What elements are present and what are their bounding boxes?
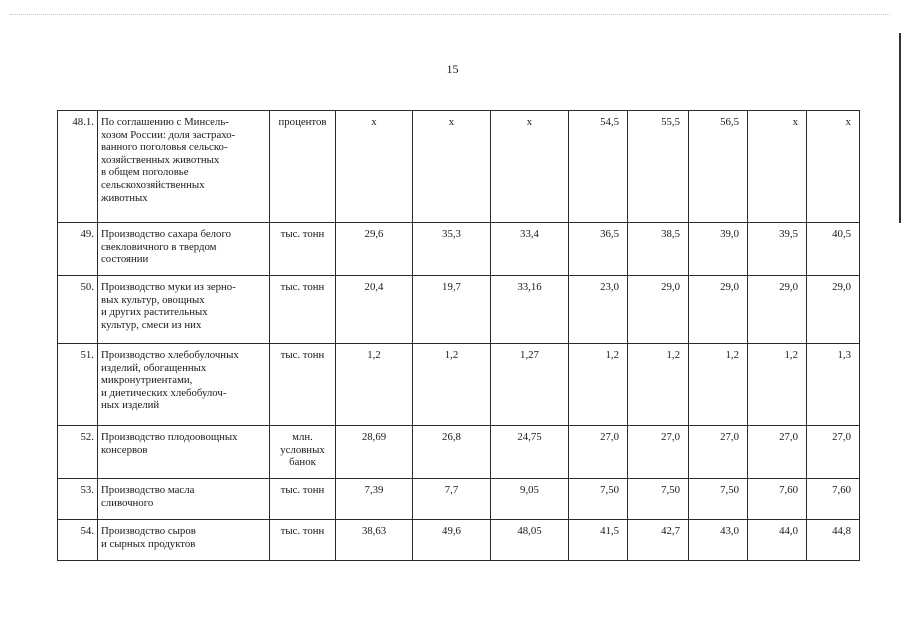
value-cell: 29,0 — [748, 276, 807, 344]
indicator-name: Производство хлебобулочных изделий, обогащенных микронутриентами, и диетических хлебобулоч- ных изделий — [98, 344, 270, 426]
indicator-name: Производство муки из зерно- вых культур, овощных и других растительных культур, смеси из них — [98, 276, 270, 344]
value-cell: 1,3 — [807, 344, 860, 426]
unit-cell: тыс. тонн — [270, 520, 336, 561]
value-cell: 54,5 — [569, 111, 628, 223]
value-cell: 20,4 — [336, 276, 413, 344]
row-number: 49. — [58, 223, 98, 276]
unit-cell: тыс. тонн — [270, 276, 336, 344]
value-cell: 26,8 — [413, 426, 491, 479]
value-cell: 38,63 — [336, 520, 413, 561]
value-cell: 38,5 — [628, 223, 689, 276]
value-cell: 1,2 — [748, 344, 807, 426]
value-cell: 35,3 — [413, 223, 491, 276]
value-cell: 27,0 — [628, 426, 689, 479]
value-cell: 39,5 — [748, 223, 807, 276]
value-cell: 29,0 — [807, 276, 860, 344]
value-cell: 1,2 — [413, 344, 491, 426]
value-cell: 27,0 — [807, 426, 860, 479]
value-cell: 48,05 — [491, 520, 569, 561]
value-cell: 7,50 — [628, 479, 689, 520]
value-cell: 27,0 — [569, 426, 628, 479]
value-cell: 49,6 — [413, 520, 491, 561]
unit-cell: млн. условных банок — [270, 426, 336, 479]
value-cell: x — [748, 111, 807, 223]
row-number: 51. — [58, 344, 98, 426]
value-cell: 1,2 — [689, 344, 748, 426]
unit-cell: процентов — [270, 111, 336, 223]
table-row — [58, 344, 860, 426]
value-cell: 55,5 — [628, 111, 689, 223]
table-row — [58, 426, 860, 479]
indicator-name: Производство сыров и сырных продуктов — [98, 520, 270, 561]
row-number: 50. — [58, 276, 98, 344]
value-cell: 41,5 — [569, 520, 628, 561]
indicator-name: Производство плодоовощных консервов — [98, 426, 270, 479]
indicator-name: По соглашению с Минсель- хозом России: доля застрахо- ванного поголовья сельско- хозяйственных животных в общем поголовье сельскохозяйственных животных — [98, 111, 270, 223]
table-row — [58, 223, 860, 276]
value-cell: 44,8 — [807, 520, 860, 561]
value-cell: 42,7 — [628, 520, 689, 561]
value-cell: 19,7 — [413, 276, 491, 344]
row-number: 52. — [58, 426, 98, 479]
table-row — [58, 520, 860, 561]
value-cell: 27,0 — [689, 426, 748, 479]
value-cell: 1,27 — [491, 344, 569, 426]
value-cell: 7,7 — [413, 479, 491, 520]
value-cell: 36,5 — [569, 223, 628, 276]
value-cell: 39,0 — [689, 223, 748, 276]
value-cell: 7,60 — [807, 479, 860, 520]
scan-artifact-line — [10, 14, 890, 19]
value-cell: 23,0 — [569, 276, 628, 344]
value-cell: 33,16 — [491, 276, 569, 344]
value-cell: 44,0 — [748, 520, 807, 561]
indicator-name: Производство масла сливочного — [98, 479, 270, 520]
value-cell: x — [336, 111, 413, 223]
value-cell: 7,50 — [569, 479, 628, 520]
value-cell: x — [413, 111, 491, 223]
value-cell: 7,39 — [336, 479, 413, 520]
table-body — [58, 111, 860, 561]
table-row — [58, 479, 860, 520]
unit-cell: тыс. тонн — [270, 223, 336, 276]
value-cell: 9,05 — [491, 479, 569, 520]
value-cell: 7,50 — [689, 479, 748, 520]
table-row — [58, 276, 860, 344]
value-cell: 29,0 — [628, 276, 689, 344]
value-cell: 1,2 — [336, 344, 413, 426]
row-number: 48.1. — [58, 111, 98, 223]
value-cell: 56,5 — [689, 111, 748, 223]
value-cell: 33,4 — [491, 223, 569, 276]
data-table — [57, 110, 860, 561]
value-cell: 43,0 — [689, 520, 748, 561]
unit-cell: тыс. тонн — [270, 479, 336, 520]
value-cell: 7,60 — [748, 479, 807, 520]
value-cell: x — [491, 111, 569, 223]
page-number: 15 — [446, 62, 459, 76]
value-cell: 27,0 — [748, 426, 807, 479]
value-cell: 24,75 — [491, 426, 569, 479]
row-number: 53. — [58, 479, 98, 520]
value-cell: 28,69 — [336, 426, 413, 479]
value-cell: 1,2 — [569, 344, 628, 426]
indicator-name: Производство сахара белого свекловичного в твердом состоянии — [98, 223, 270, 276]
value-cell: x — [807, 111, 860, 223]
value-cell: 40,5 — [807, 223, 860, 276]
unit-cell: тыс. тонн — [270, 344, 336, 426]
value-cell: 1,2 — [628, 344, 689, 426]
value-cell: 29,0 — [689, 276, 748, 344]
table-row — [58, 111, 860, 223]
value-cell: 29,6 — [336, 223, 413, 276]
row-number: 54. — [58, 520, 98, 561]
